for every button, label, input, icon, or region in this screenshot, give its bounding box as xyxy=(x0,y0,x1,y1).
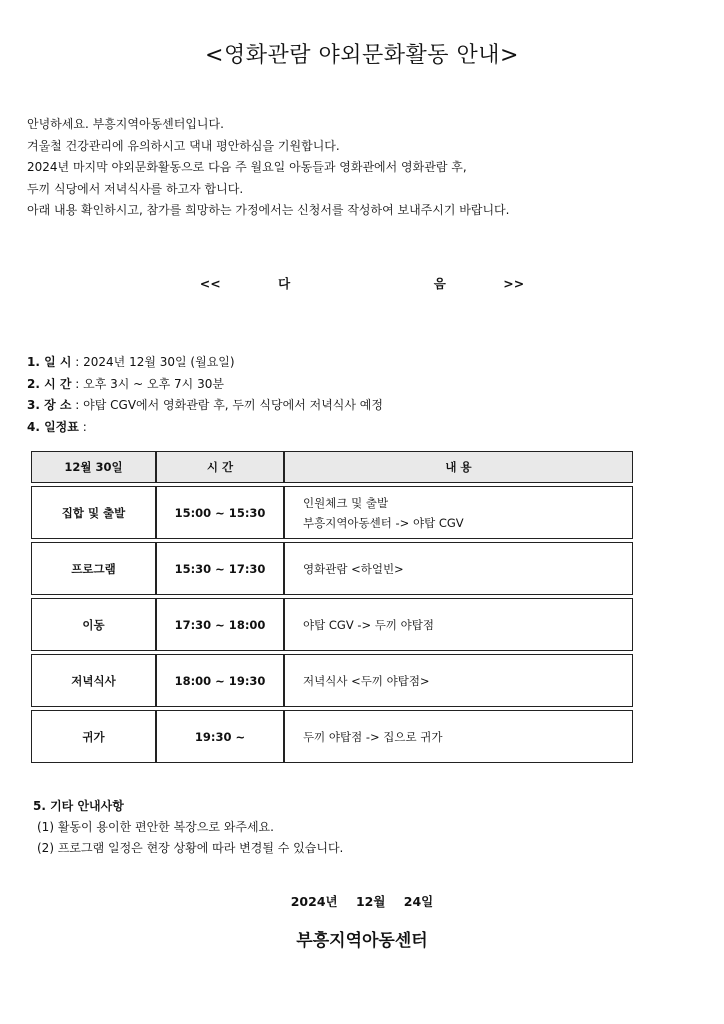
activity-cell: 저녁식사 xyxy=(31,654,156,707)
detail-label: 1. 일 시 xyxy=(27,355,72,369)
content-cell: 영화관람 <하얼빈> xyxy=(284,542,633,595)
table-row xyxy=(31,598,633,651)
table-row xyxy=(31,710,633,763)
intro-line: 두끼 식당에서 저녁식사를 하고자 합니다. xyxy=(27,181,244,196)
detail-value: : 2024년 12월 30일 (월요일) xyxy=(75,355,235,369)
header-time: 시 간 xyxy=(156,451,284,483)
detail-date xyxy=(27,352,707,374)
organization-name: 부흥지역아동센터 xyxy=(296,931,428,951)
schedule-table xyxy=(31,448,633,766)
time-cell: 15:00 ~ 15:30 xyxy=(156,486,284,539)
content-line: 인원체크 및 출발 xyxy=(303,495,389,510)
detail-value: : 야탑 CGV에서 영화관람 후, 두끼 식당에서 저녁식사 예정 xyxy=(75,398,383,412)
intro-line: 아래 내용 확인하시고, 참가를 희망하는 가정에서는 신청서를 작성하여 보내주시기 바랍니다. xyxy=(27,203,510,217)
content-cell: 두끼 야탑점 -> 집으로 귀가 xyxy=(284,710,633,763)
time-cell: 19:30 ~ xyxy=(156,710,284,763)
table-row xyxy=(31,654,633,707)
other-notes xyxy=(33,796,713,859)
intro-paragraph xyxy=(27,114,707,222)
detail-label: 3. 장 소 xyxy=(27,398,72,412)
detail-label: 4. 일정표 xyxy=(27,419,79,434)
table-row xyxy=(31,542,633,595)
content-cell: 저녁식사 <두끼 야탑점> xyxy=(284,654,633,707)
time-cell: 18:00 ~ 19:30 xyxy=(156,654,284,707)
intro-line: 안녕하세요. 부흥지역아동센터입니다. xyxy=(27,117,224,131)
notes-heading: 5. 기타 안내사항 xyxy=(33,799,124,813)
detail-value: : 오후 3시 ~ 오후 7시 30분 xyxy=(75,376,224,391)
content-line: 부흥지역아동센터 -> 야탑 CGV xyxy=(303,515,464,530)
activity-cell: 귀가 xyxy=(31,710,156,763)
section-heading: << 다 음 >> xyxy=(199,276,525,291)
content-cell: 야탑 CGV -> 두끼 야탑점 xyxy=(284,598,633,651)
activity-cell: 집합 및 출발 xyxy=(31,486,156,539)
detail-time xyxy=(27,374,707,396)
table-row xyxy=(31,486,633,539)
content-cell xyxy=(284,486,633,539)
activity-cell: 프로그램 xyxy=(31,542,156,595)
schedule-header-row xyxy=(31,451,633,483)
document-title: <영화관람 야외문화활동 안내> xyxy=(205,43,519,68)
detail-label: 2. 시 간 xyxy=(27,376,72,391)
detail-value: : xyxy=(82,419,87,434)
header-date: 12월 30일 xyxy=(31,451,156,483)
time-cell: 15:30 ~ 17:30 xyxy=(156,542,284,595)
header-content: 내 용 xyxy=(284,451,633,483)
detail-schedule xyxy=(27,417,707,439)
activity-cell: 이동 xyxy=(31,598,156,651)
note-item: (1) 활동이 용이한 편안한 복장으로 와주세요. xyxy=(37,820,274,834)
note-item: (2) 프로그램 일정은 현장 상황에 따라 변경될 수 있습니다. xyxy=(37,841,344,855)
detail-place xyxy=(27,395,707,417)
issue-date: 2024년 12월 24일 xyxy=(290,894,434,909)
intro-line: 2024년 마지막 야외문화활동으로 다음 주 월요일 아동들과 영화관에서 영화관람 후, xyxy=(27,160,467,174)
time-cell: 17:30 ~ 18:00 xyxy=(156,598,284,651)
intro-line: 겨울철 건강관리에 유의하시고 댁내 평안하심을 기원합니다. xyxy=(27,138,340,153)
details-list xyxy=(27,352,707,438)
